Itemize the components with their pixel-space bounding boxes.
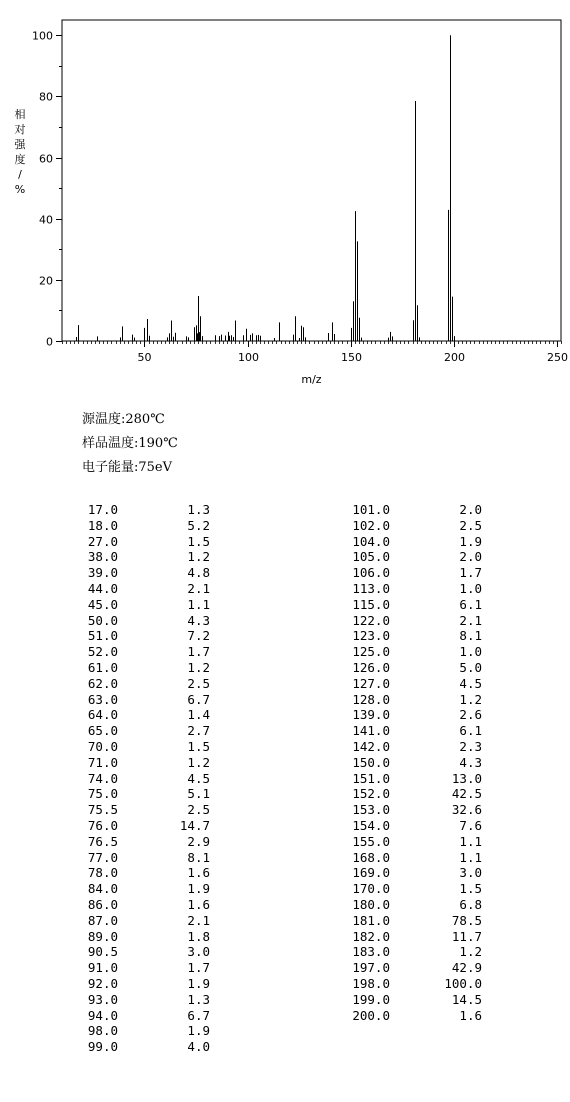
mz-value: 98.0: [87, 1023, 118, 1039]
table-row: [338, 613, 482, 629]
mz-value: 183.0: [352, 944, 390, 960]
electron-energy: 电子能量:75eV: [82, 460, 173, 475]
intensity-value: 1.3: [187, 991, 210, 1007]
intensity-value: 1.2: [459, 944, 482, 960]
intensity-value: 42.5: [451, 786, 482, 802]
mz-value: 197.0: [352, 960, 390, 976]
intensity-value: 1.9: [187, 1023, 210, 1039]
intensity-value: 2.7: [187, 723, 210, 739]
table-row: [338, 818, 482, 834]
intensity-value: 1.9: [187, 881, 210, 897]
table-row: [70, 518, 210, 534]
mz-value: 39.0: [87, 565, 118, 581]
intensity-value: 1.2: [187, 549, 210, 565]
mz-value: 153.0: [352, 802, 390, 818]
mz-value: 18.0: [87, 517, 118, 533]
intensity-value: 4.3: [459, 754, 482, 770]
mz-value: 170.0: [352, 881, 390, 897]
intensity-value: 3.0: [187, 944, 210, 960]
intensity-value: 5.0: [459, 659, 482, 675]
mz-value: 139.0: [352, 707, 390, 723]
table-row: [338, 944, 482, 960]
intensity-value: 1.1: [187, 596, 210, 612]
x-tick-label: 100: [238, 351, 259, 364]
y-tick-label: 60: [39, 152, 53, 166]
mz-value: 102.0: [352, 517, 390, 533]
table-row: [70, 818, 210, 834]
intensity-value: 6.8: [459, 896, 482, 912]
table-row: [338, 881, 482, 897]
mz-value: 78.0: [87, 865, 118, 881]
table-row: [338, 565, 482, 581]
intensity-value: 1.8: [187, 928, 210, 944]
mz-value: 45.0: [87, 596, 118, 612]
intensity-value: 6.1: [459, 723, 482, 739]
mz-value: 52.0: [87, 644, 118, 660]
mz-value: 104.0: [352, 533, 390, 549]
table-row: [70, 628, 210, 644]
table-row: [70, 502, 210, 518]
intensity-value: 4.3: [187, 612, 210, 628]
intensity-value: 1.2: [187, 659, 210, 675]
intensity-value: 7.6: [459, 817, 482, 833]
intensity-value: 1.1: [459, 849, 482, 865]
intensity-value: 2.9: [187, 833, 210, 849]
intensity-value: 1.0: [459, 580, 482, 596]
mz-value: 101.0: [352, 502, 390, 517]
table-row: [70, 786, 210, 802]
mz-value: 115.0: [352, 596, 390, 612]
table-row: [70, 913, 210, 929]
mz-value: 87.0: [87, 912, 118, 928]
x-tick-label: 200: [444, 351, 465, 364]
intensity-value: 2.6: [459, 707, 482, 723]
mz-value: 51.0: [87, 628, 118, 644]
mz-value: 180.0: [352, 896, 390, 912]
table-row: [338, 549, 482, 565]
table-row: [338, 897, 482, 913]
intensity-value: 4.5: [187, 770, 210, 786]
intensity-value: 13.0: [451, 770, 482, 786]
intensity-value: 1.0: [459, 644, 482, 660]
intensity-value: 7.2: [187, 628, 210, 644]
intensity-value: 2.0: [459, 502, 482, 517]
mz-value: 168.0: [352, 849, 390, 865]
table-row: [70, 755, 210, 771]
mz-value: 151.0: [352, 770, 390, 786]
intensity-value: 1.7: [187, 644, 210, 660]
x-axis-label: m/z: [301, 373, 322, 386]
table-row: [70, 723, 210, 739]
intensity-value: 2.3: [459, 738, 482, 754]
intensity-value: 1.9: [459, 533, 482, 549]
y-tick-label: 0: [46, 335, 53, 349]
table-row: [338, 707, 482, 723]
mz-value: 125.0: [352, 644, 390, 660]
mz-value: 155.0: [352, 833, 390, 849]
table-row: [338, 960, 482, 976]
intensity-value: 6.7: [187, 691, 210, 707]
table-row: [338, 676, 482, 692]
mz-value: 105.0: [352, 549, 390, 565]
mz-value: 63.0: [87, 691, 118, 707]
table-row: [338, 865, 482, 881]
intensity-value: 1.7: [459, 565, 482, 581]
intensity-value: 2.1: [187, 580, 210, 596]
intensity-value: 6.1: [459, 596, 482, 612]
table-row: [338, 976, 482, 992]
table-row: [70, 944, 210, 960]
table-row: [70, 881, 210, 897]
intensity-value: 5.2: [187, 517, 210, 533]
table-row: [70, 850, 210, 866]
x-tick-label: 50: [137, 351, 152, 364]
table-row: [70, 897, 210, 913]
sample-temperature: 样品温度:190℃: [82, 436, 178, 451]
table-row: [338, 850, 482, 866]
mz-value: 123.0: [352, 628, 390, 644]
mz-value: 64.0: [87, 707, 118, 723]
y-tick-label: 100: [32, 29, 53, 43]
intensity-value: 1.5: [459, 881, 482, 897]
intensity-value: 4.0: [187, 1039, 210, 1055]
mz-value: 76.0: [87, 817, 118, 833]
intensity-value: 4.8: [187, 565, 210, 581]
table-row: [338, 739, 482, 755]
peak-bars: [77, 35, 455, 341]
intensity-value: 1.4: [187, 707, 210, 723]
plot-frame: [62, 20, 561, 341]
intensity-value: 1.5: [187, 738, 210, 754]
intensity-value: 1.7: [187, 960, 210, 976]
mz-value: 90.5: [87, 944, 118, 960]
table-row: [70, 802, 210, 818]
table-row: [70, 660, 210, 676]
mz-value: 71.0: [87, 754, 118, 770]
table-row: [338, 1008, 482, 1024]
mz-value: 141.0: [352, 723, 390, 739]
table-row: [338, 771, 482, 787]
y-axis-label: 相对强度/ %: [14, 108, 26, 196]
table-row: [338, 755, 482, 771]
table-row: [338, 597, 482, 613]
table-row: [70, 707, 210, 723]
mz-value: 99.0: [87, 1039, 118, 1055]
intensity-value: 1.6: [187, 896, 210, 912]
mz-value: 89.0: [87, 928, 118, 944]
intensity-value: 2.5: [187, 802, 210, 818]
table-row: [338, 502, 482, 518]
mz-value: 92.0: [87, 975, 118, 991]
y-tick-label: 40: [39, 213, 53, 227]
table-row: [338, 929, 482, 945]
x-tick-label: 250: [547, 351, 568, 364]
mz-value: 113.0: [352, 580, 390, 596]
source-temperature: 源温度:280℃: [82, 412, 165, 427]
intensity-value: 4.5: [459, 675, 482, 691]
table-row: [338, 692, 482, 708]
mz-value: 76.5: [87, 833, 118, 849]
table-row: [338, 834, 482, 850]
table-row: [70, 676, 210, 692]
table-row: [70, 581, 210, 597]
mz-value: 75.0: [87, 786, 118, 802]
mz-value: 152.0: [352, 786, 390, 802]
y-tick-label: 80: [39, 90, 53, 104]
x-tick-label: 150: [341, 351, 362, 364]
mz-value: 198.0: [352, 975, 390, 991]
mz-value: 61.0: [87, 659, 118, 675]
mz-value: 169.0: [352, 865, 390, 881]
y-tick-label: 20: [39, 274, 53, 288]
table-row: [70, 1039, 210, 1055]
table-row: [70, 597, 210, 613]
table-row: [338, 802, 482, 818]
mz-value: 200.0: [352, 1007, 390, 1023]
table-row: [70, 549, 210, 565]
mz-value: 93.0: [87, 991, 118, 1007]
table-row: [338, 534, 482, 550]
table-row: [70, 976, 210, 992]
mz-value: 150.0: [352, 754, 390, 770]
intensity-value: 2.1: [187, 912, 210, 928]
table-row: [70, 960, 210, 976]
mz-value: 84.0: [87, 881, 118, 897]
table-row: [70, 1023, 210, 1039]
intensity-value: 14.7: [179, 817, 210, 833]
table-row: [70, 1008, 210, 1024]
mz-value: 70.0: [87, 738, 118, 754]
intensity-value: 11.7: [451, 928, 482, 944]
mz-value: 77.0: [87, 849, 118, 865]
intensity-value: 2.5: [187, 675, 210, 691]
table-row: [70, 565, 210, 581]
table-row: [70, 534, 210, 550]
intensity-value: 2.5: [459, 517, 482, 533]
mz-value: 65.0: [87, 723, 118, 739]
mz-value: 142.0: [352, 738, 390, 754]
intensity-value: 1.6: [459, 1007, 482, 1023]
mz-value: 154.0: [352, 817, 390, 833]
table-row: [70, 692, 210, 708]
mz-value: 44.0: [87, 580, 118, 596]
table-row: [70, 992, 210, 1008]
table-row: [338, 518, 482, 534]
table-row: [70, 834, 210, 850]
intensity-value: 100.0: [444, 975, 482, 991]
y-axis: [32, 30, 62, 349]
table-row: [70, 865, 210, 881]
table-row: [70, 644, 210, 660]
mz-value: 181.0: [352, 912, 390, 928]
x-axis: [138, 341, 569, 364]
table-row: [338, 628, 482, 644]
mz-value: 38.0: [87, 549, 118, 565]
table-row: [70, 739, 210, 755]
table-row: [338, 723, 482, 739]
table-row: [338, 660, 482, 676]
intensity-value: 3.0: [459, 865, 482, 881]
mz-value: 27.0: [87, 533, 118, 549]
mz-value: 128.0: [352, 691, 390, 707]
mz-value: 50.0: [87, 612, 118, 628]
intensity-value: 6.7: [187, 1007, 210, 1023]
intensity-value: 8.1: [459, 628, 482, 644]
intensity-value: 1.9: [187, 975, 210, 991]
mz-value: 86.0: [87, 896, 118, 912]
intensity-value: 1.5: [187, 533, 210, 549]
peak-table-left: [70, 502, 210, 1055]
table-row: [338, 786, 482, 802]
intensity-value: 1.1: [459, 833, 482, 849]
mz-value: 62.0: [87, 675, 118, 691]
intensity-value: 8.1: [187, 849, 210, 865]
intensity-value: 78.5: [451, 912, 482, 928]
mz-value: 122.0: [352, 612, 390, 628]
table-row: [70, 771, 210, 787]
intensity-value: 2.0: [459, 549, 482, 565]
intensity-value: 1.3: [187, 502, 210, 517]
intensity-value: 1.6: [187, 865, 210, 881]
intensity-value: 32.6: [451, 802, 482, 818]
intensity-value: 42.9: [451, 960, 482, 976]
plot-border: [62, 20, 561, 341]
mz-value: 91.0: [87, 960, 118, 976]
mz-value: 126.0: [352, 659, 390, 675]
mz-value: 17.0: [87, 502, 118, 517]
mz-value: 75.5: [87, 802, 118, 818]
intensity-value: 1.2: [459, 691, 482, 707]
table-row: [70, 613, 210, 629]
table-row: [338, 581, 482, 597]
mz-value: 106.0: [352, 565, 390, 581]
mass-spectrum-chart: [0, 0, 570, 400]
intensity-value: 2.1: [459, 612, 482, 628]
mz-value: 94.0: [87, 1007, 118, 1023]
table-row: [338, 644, 482, 660]
intensity-value: 1.2: [187, 754, 210, 770]
mz-value: 182.0: [352, 928, 390, 944]
table-row: [70, 929, 210, 945]
peak-table-right: [338, 502, 482, 1023]
mz-value: 199.0: [352, 991, 390, 1007]
mz-value: 74.0: [87, 770, 118, 786]
mz-value: 127.0: [352, 675, 390, 691]
intensity-value: 14.5: [451, 991, 482, 1007]
table-row: [338, 992, 482, 1008]
intensity-value: 5.1: [187, 786, 210, 802]
table-row: [338, 913, 482, 929]
